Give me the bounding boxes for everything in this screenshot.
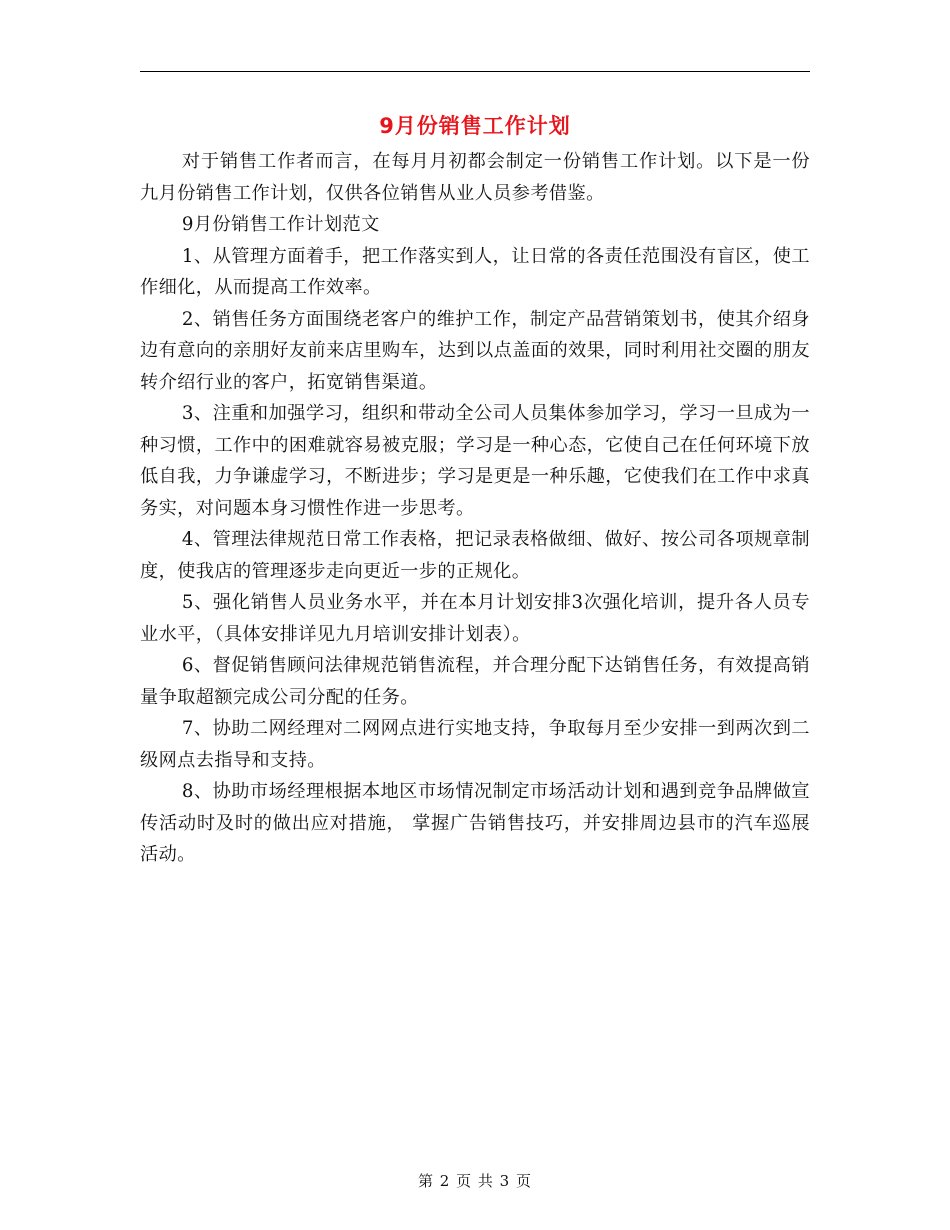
plan-item-2: 2、销售任务方面围绕老客户的维护工作，制定产品营销策划书，使其介绍身边有意向的亲朋好友前来店里购车，达到以点盖面的效果，同时利用社交圈的朋友转介绍行业的客户，拓宽销售渠道。 [140,308,810,393]
plan-item-5: 5、强化销售人员业务水平，并在本月计划安排3次强化培训，提升各人员专业水平，（具体安排详见九月培训安排计划表）。 [140,592,810,645]
plan-item-6: 6、督促销售顾问法律规范销售流程，并合理分配下达销售任务，有效提高销量争取超额完成公司分配的任务。 [140,655,810,708]
intro-paragraph: 对于销售工作者而言，在每月月初都会制定一份销售工作计划。以下是一份九月份销售工作计划，仅供各位销售从业人员参考借鉴。 [140,151,810,204]
document-body [140,146,810,871]
document-title: 9月份销售工作计划 [379,114,571,138]
header-rule [140,71,810,72]
section-heading: 9月份销售工作计划范文 [181,214,380,235]
page-number-footer: 第 2 页 共 3 页 [418,1172,532,1190]
plan-item-8: 8、协助市场经理根据本地区市场情况制定市场活动计划和遇到竞争品牌做宣传活动时及时的做出应对措施， 掌握广告销售技巧，并安排周边县市的汽车巡展活动。 [140,781,810,865]
plan-item-3: 3、注重和加强学习，组织和带动全公司人员集体参加学习，学习一旦成为一种习惯，工作中的困难就容易被克服；学习是一种心态，它使自己在任何环境下放低自我，力争谦虚学习，不断进步；学习是更是一种乐趣，它使我们在工作中求真务实，对问题本身习惯性作进一步思考。 [140,403,810,519]
plan-item-7: 7、协助二网经理对二网网点进行实地支持，争取每月至少安排一到两次到二级网点去指导和支持。 [140,718,810,771]
plan-item-4: 4、管理法律规范日常工作表格，把记录表格做细、做好、按公司各项规章制度，使我店的管理逐步走向更近一步的正规化。 [140,529,810,582]
plan-item-1: 1、从管理方面着手，把工作落实到人，让日常的各责任范围没有盲区，使工作细化，从而提高工作效率。 [140,245,810,298]
